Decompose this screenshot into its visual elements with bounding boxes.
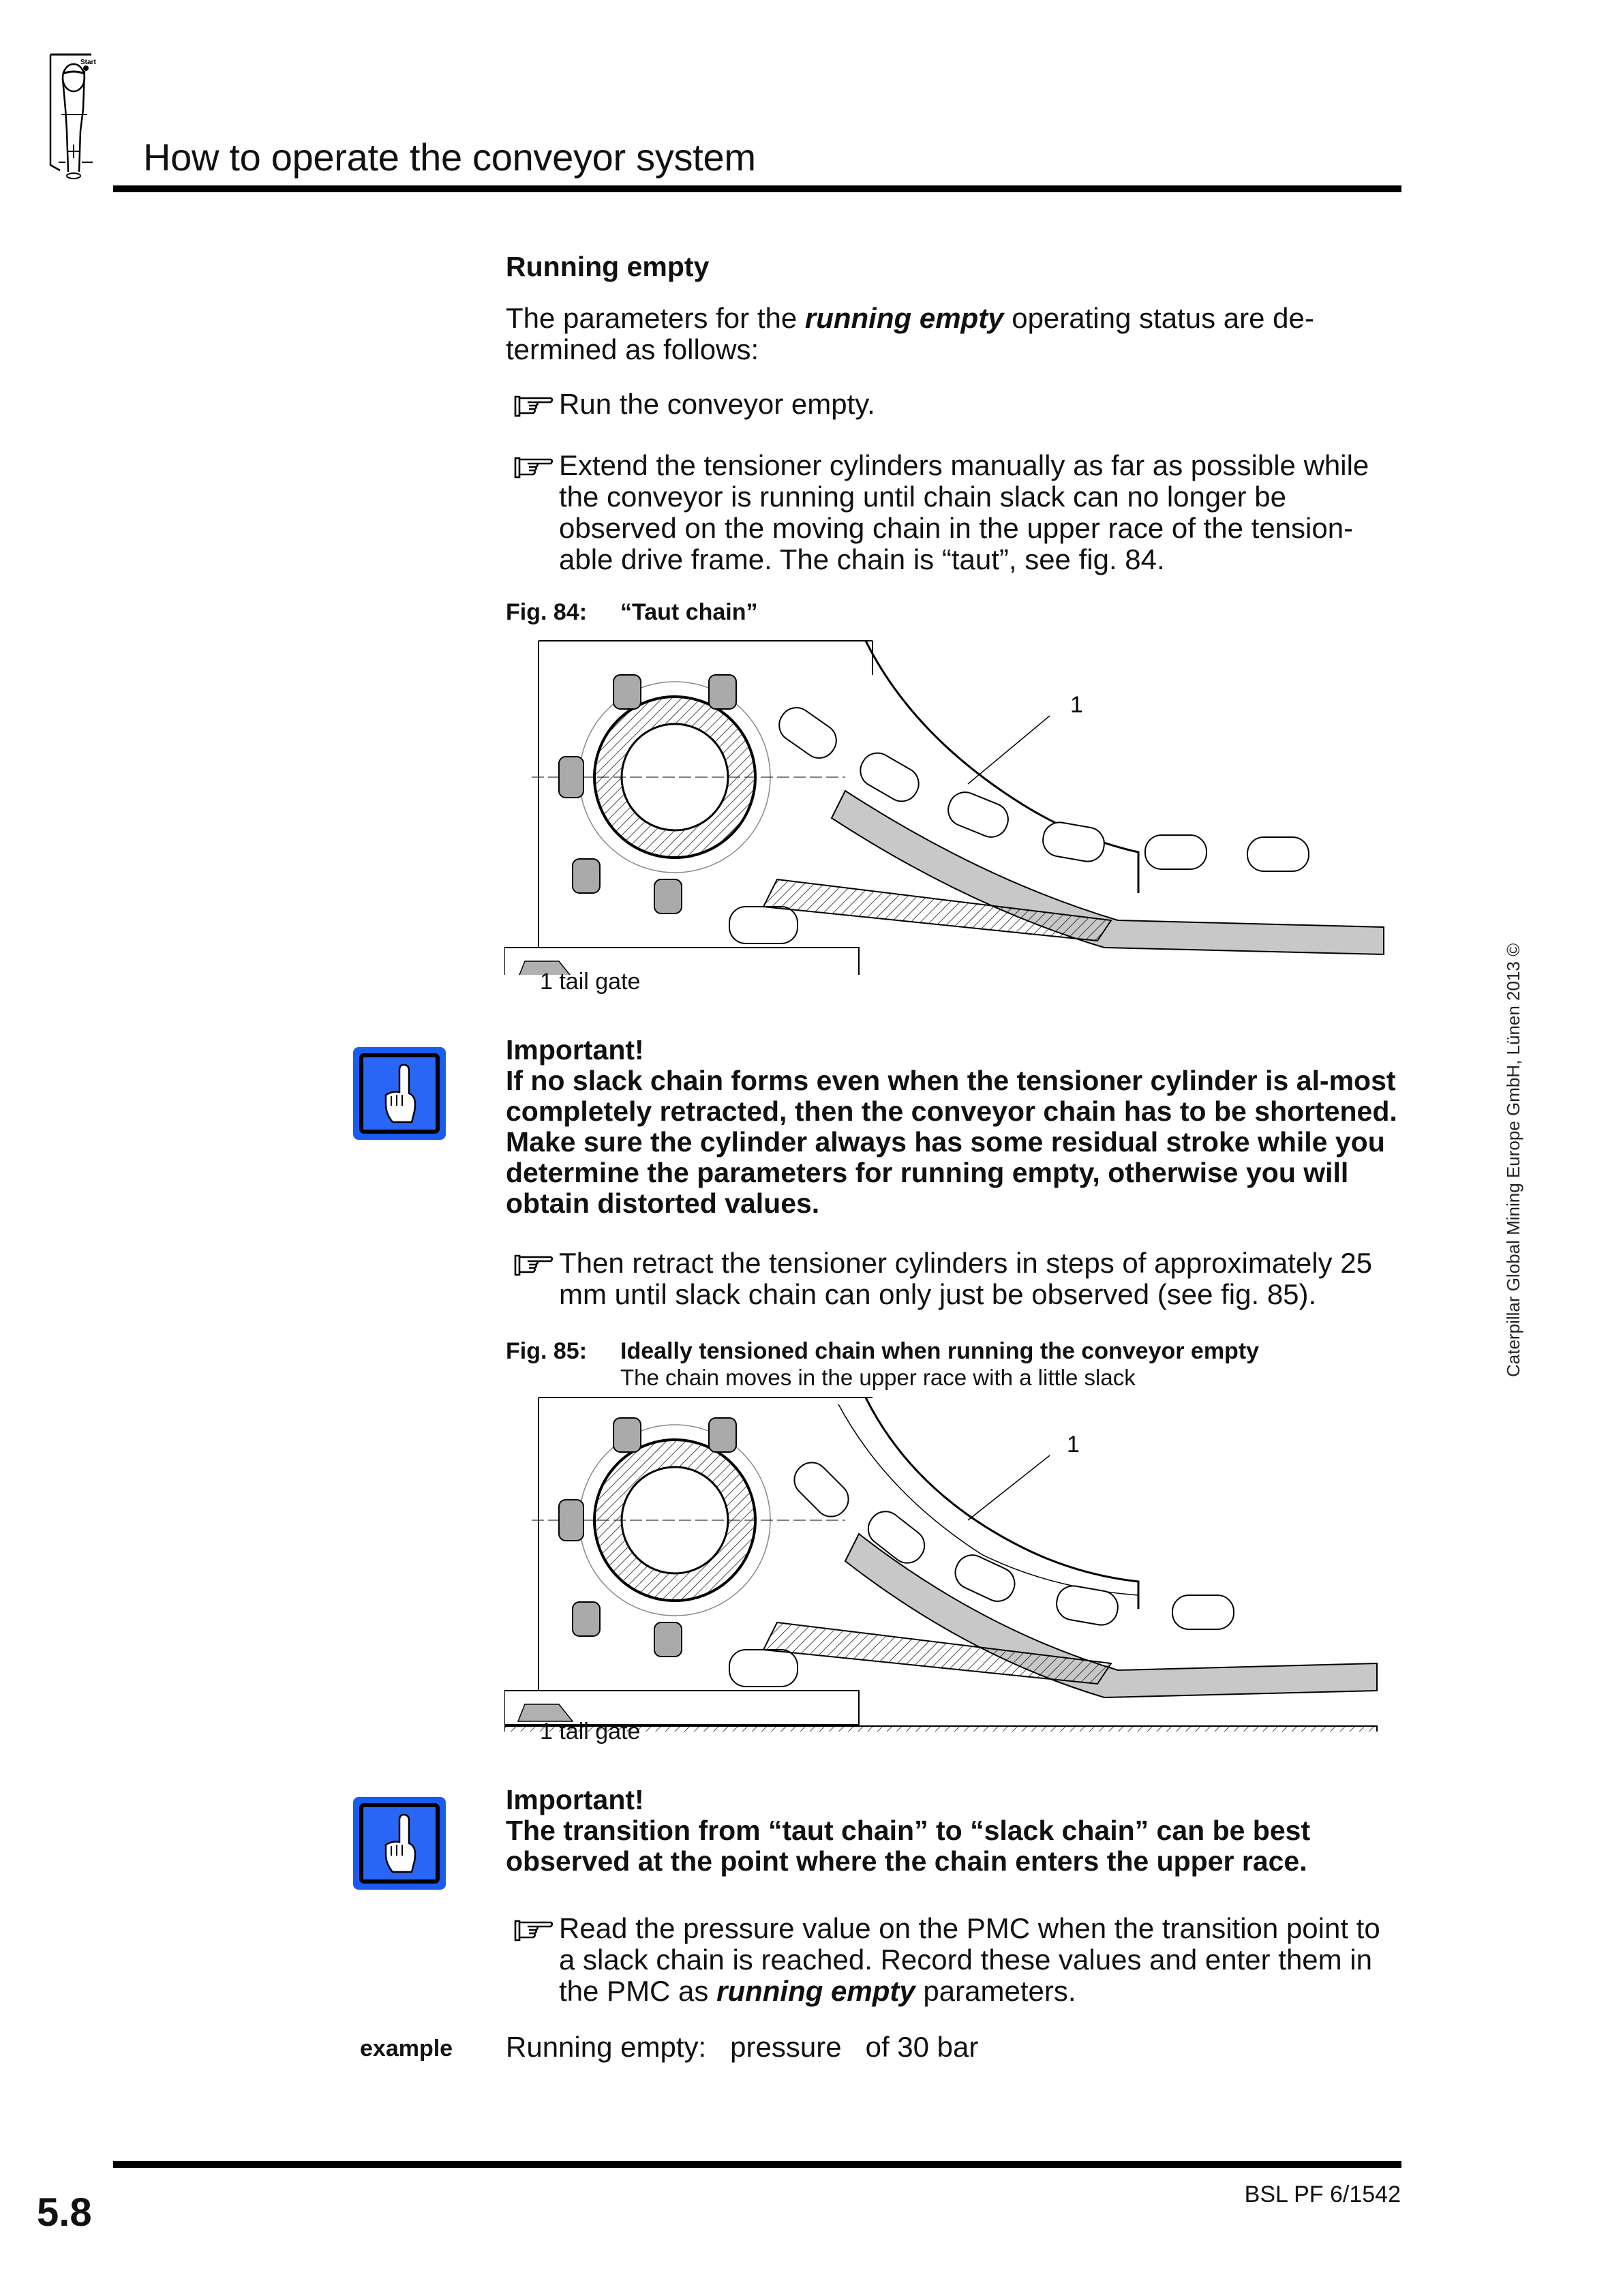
step4-pre: Read the pressure value on the PMC when the transition point to a slack chain is reached. Record these values and enter them in the PMC as [559,1912,1380,2007]
attention-finger-icon [352,1046,447,1141]
pointing-hand-icon [513,393,555,419]
fig84-legend: 1 tail gate [540,969,641,995]
step-extend-cylinders [513,450,1399,575]
intro-emph: running empty [804,302,1004,334]
page-number: 5.8 [37,2190,92,2235]
header-rule [113,185,1401,192]
fig85-number: Fig. 85: [506,1338,588,1364]
example-line: Running empty: pressure of 30 bar [506,2031,979,2063]
step-run-empty [513,389,1399,420]
fig84-drawing [504,634,1404,975]
fig85-drawing [504,1391,1404,1732]
pointing-hand-icon [513,1917,555,1943]
fig84-callout: 1 [1070,692,1083,718]
important-note-2 [506,1785,1399,1877]
sprocket [532,1418,845,1657]
important-heading: Important! [506,1034,644,1066]
footer-rule [113,2161,1401,2168]
step-retract-cylinders [513,1248,1399,1310]
step-text [559,1913,1399,2007]
attention-finger-icon [352,1796,447,1891]
step4-emph: running empty [716,1975,915,2007]
intro-post: operating status are de-termined as follows: [506,302,1314,365]
operator-start-icon [48,49,136,185]
fig85-callout: 1 [1067,1432,1080,1457]
fig85-caption [506,1338,1259,1365]
step-text: Run the conveyor empty. [559,388,875,420]
pointing-hand-icon [513,1252,555,1278]
section-heading: Running empty [506,251,710,282]
intro-pre: The parameters for the [506,302,805,334]
fig85-subtitle: The chain moves in the upper race with a little slack [620,1365,1136,1390]
step-text: Then retract the tensioner cylinders in steps of approximately 25 mm until slack chain can only just be observed (see fig. 85). [559,1247,1372,1310]
important-note-1 [506,1035,1399,1219]
example-label: example [360,2036,453,2061]
copyright-notice: Caterpillar Global Mining Europe GmbH, Lünen 2013 © [1503,943,1523,1377]
fig84-number: Fig. 84: [506,599,588,625]
fig84-caption [506,599,758,626]
fig84-title: “Taut chain” [620,599,758,625]
page-title: How to operate the conveyor system [143,136,756,179]
step-text: Extend the tensioner cylinders manually as far as possible while the conveyor is running until chain slack can no longer be observed on the moving chain in the upper race of the tension-able drive frame. The chain is “taut”, see fig. 84. [559,449,1369,575]
step-read-pressure [513,1913,1399,2007]
important-heading: Important! [506,1784,644,1815]
intro-paragraph [506,303,1392,365]
fig85-title: Ideally tensioned chain when running the conveyor empty [620,1338,1260,1364]
important-text: If no slack chain forms even when the tensioner cylinder is al-most completely retracted, then the conveyor chain has to be shortened. Make sure the cylinder always has some residual stroke while you determine the parameters for running empty, otherwise you will obtain distorted values. [506,1065,1397,1219]
important-text: The transition from “taut chain” to “slack chain” can be best observed at the point where the chain enters the upper race. [506,1815,1311,1877]
step4-post: parameters. [915,1975,1076,2007]
pointing-hand-icon [513,454,555,480]
document-code: BSL PF 6/1542 [1244,2181,1401,2207]
fig85-legend: 1 tail gate [540,1719,641,1744]
svg-text:Start: Start [80,59,96,66]
